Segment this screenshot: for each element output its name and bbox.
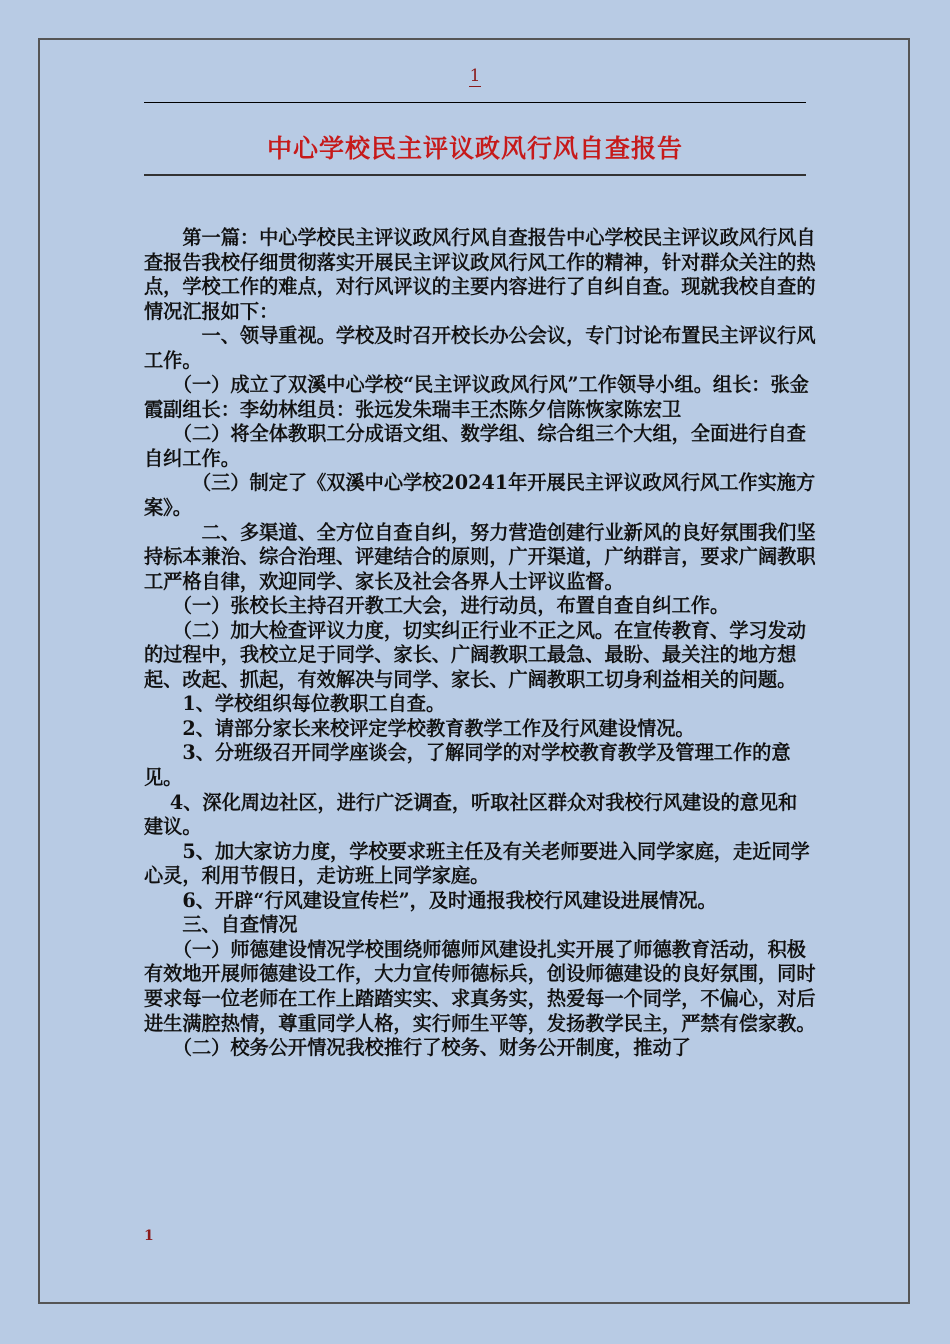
- paragraph: 1、学校组织每位教职工自查。: [144, 692, 446, 716]
- paragraph: （二）校务公开情况我校推行了校务、财务公开制度，推动了: [144, 1036, 691, 1060]
- document-title: 中心学校民主评议政风行风自查报告: [266, 134, 683, 163]
- paragraph: 第一篇：中心学校民主评议政风行风自查报告中心学校民主评议政风行风自查报告我校仔细贯彻落实开展民主评议政风行风工作的精神，针对群众关注的热点，学校工作的难点，对行风评议的主要内容进行了自纠自查。现就我校自查的情况汇报如下：: [144, 226, 816, 323]
- paragraph: （一）成立了双溪中心学校“民主评议政风行风”工作领导小组。组长：张金霞副组长：李幼林组员：张远发朱瑞丰王杰陈夕信陈恢家陈宏卫: [144, 373, 809, 421]
- paragraph: （三）制定了《双溪中心学校20241年开展民主评议政风行风工作实施方案》。: [144, 471, 816, 520]
- paragraph: （一）张校长主持召开教工大会，进行动员，布置自查自纠工作。: [144, 594, 730, 618]
- paragraph: 一、领导重视。学校及时召开校长办公会议，专门讨论布置民主评议行风工作。: [144, 324, 816, 372]
- paragraph: 5、加大家访力度，学校要求班主任及有关老师要进入同学家庭，走近同学心灵，利用节假日，走访班上同学家庭。: [144, 839, 810, 888]
- paragraph: 3、分班级召开同学座谈会，了解同学的对学校教育教学及管理工作的意见。: [144, 741, 791, 790]
- paragraph: 二、多渠道、全方位自查自纠，努力营造创建行业新风的良好氛围我们坚持标本兼治、综合治理、评建结合的原则，广开渠道，广纳群言，要求广阔教职工严格自律，欢迎同学、家长及社会各界人士评议监督。: [144, 520, 816, 593]
- title-rule: [144, 174, 806, 176]
- paragraph: （一）师德建设情况学校围绕师德师风建设扎实开展了师德教育活动，积极有效地开展师德建设工作，大力宣传师德标兵，创设师德建设的良好氛围，同时要求每一位老师在工作上踏踏实实、求真务实，热爱每一个同学，不偏心，对后进生满腔热情，尊重同学人格，实行师生平等，发扬教学民主，严禁有偿家教。: [144, 937, 816, 1035]
- paragraph: （二）加大检查评议力度，切实纠正行业不正之风。在宣传教育、学习发动的过程中，我校立足于同学、家长、广阔教职工最急、最盼、最关注的地方想起、改起、抓起，有效解决与同学、家长、广阔教职工切身利益相关的问题。: [144, 618, 806, 691]
- footer-page-number: 1: [144, 1228, 154, 1244]
- paragraph: 4、深化周边社区，进行广泛调查，听取社区群众对我校行风建设的意见和建议。: [144, 790, 798, 839]
- paragraph: 2、请部分家长来校评定学校教育教学工作及行风建设情况。: [144, 716, 695, 740]
- header-page-number: [0, 66, 950, 86]
- paragraph: 6、开辟“行风建设宣传栏”，及时通报我校行风建设进展情况。: [144, 888, 717, 912]
- header-rule: [144, 102, 806, 103]
- paragraph: （二）将全体教职工分成语文组、数学组、综合组三个大组，全面进行自查自纠工作。: [144, 422, 806, 470]
- header-page-number-text: 1: [469, 66, 481, 86]
- paragraph: 三、自查情况: [144, 913, 298, 937]
- document-body: [144, 226, 816, 1061]
